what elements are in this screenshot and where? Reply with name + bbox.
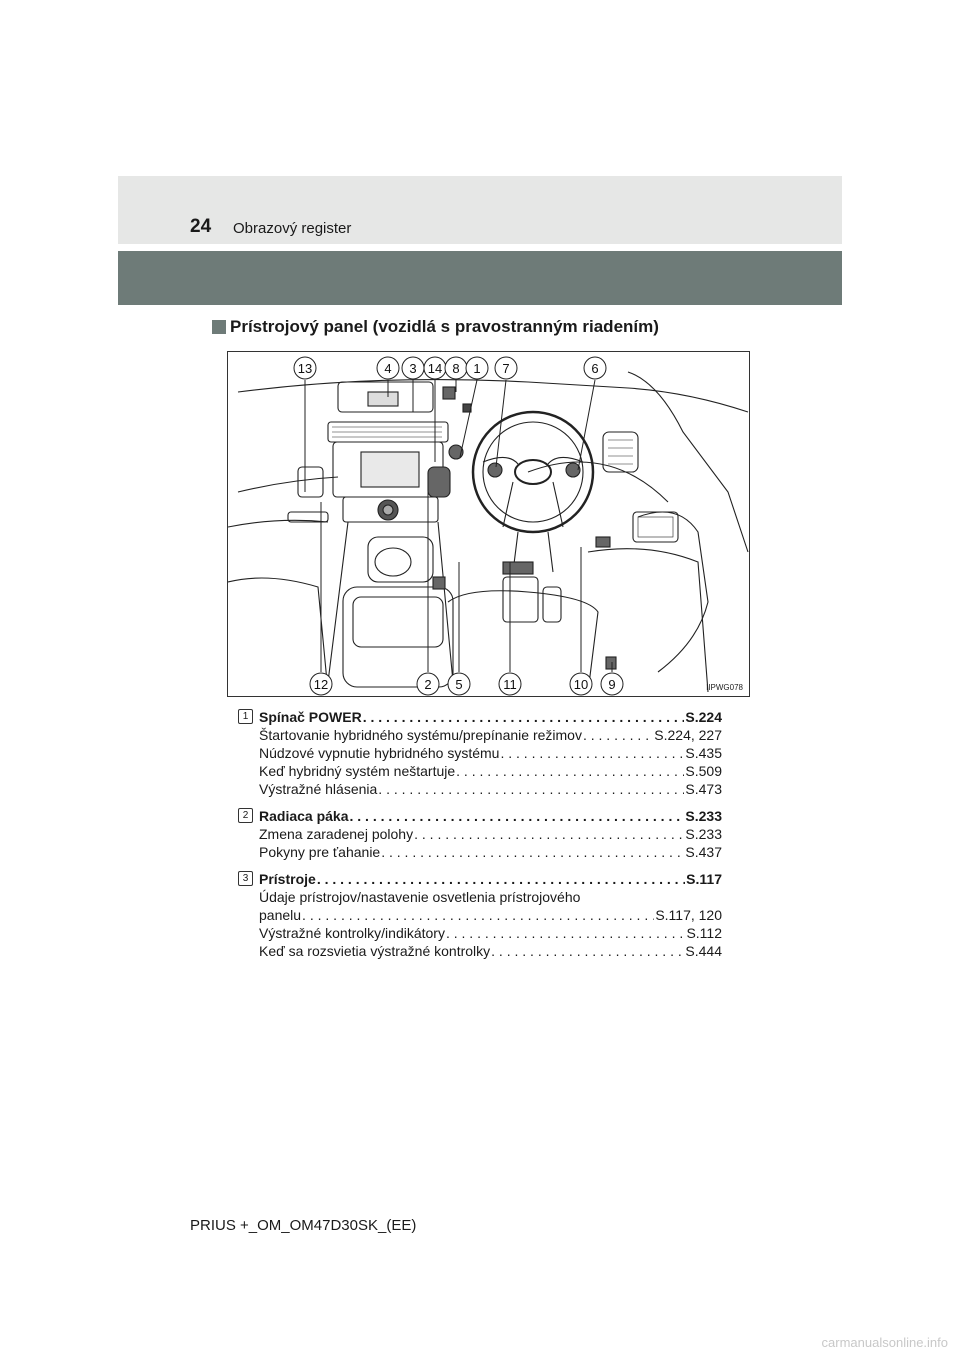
section-heading: [212, 317, 659, 337]
entry-shift-lever: [238, 807, 722, 861]
callout-5-label: 5: [455, 677, 463, 692]
callout-1: [466, 357, 488, 379]
callout-14-label: 14: [427, 361, 443, 376]
dot-leader: [317, 870, 685, 888]
callout-12: [310, 673, 332, 695]
page-ref: S.233: [685, 826, 722, 842]
entry-title: Spínač POWER: [259, 709, 362, 725]
dashboard-drawing: [228, 352, 750, 697]
callout-8: [445, 357, 467, 379]
callout-10: [570, 673, 592, 695]
page-ref: S.437: [685, 844, 722, 860]
entry-meters: [238, 870, 722, 960]
item-text: panelu: [259, 907, 302, 923]
entry-title: Radiaca páka: [259, 808, 349, 824]
callout-6-label: 6: [591, 361, 599, 376]
page-ref: S.233: [685, 808, 722, 824]
callout-3-label: 3: [409, 361, 417, 376]
entry-power-switch: [238, 708, 722, 798]
dashboard-illustration: [227, 351, 750, 697]
page-ref: S.112: [686, 925, 722, 941]
callout-1-label: 1: [473, 361, 481, 376]
page-ref: S.473: [685, 781, 722, 797]
callout-9-label: 9: [608, 677, 616, 692]
dot-leader: [302, 906, 654, 924]
callout-5: [448, 673, 470, 695]
callout-11-label: 11: [503, 677, 517, 692]
callout-8-label: 8: [452, 361, 460, 376]
callout-14: [424, 357, 446, 379]
entry-title-line[interactable]: [259, 807, 722, 825]
entry-item[interactable]: [259, 906, 722, 924]
callout-6: [584, 357, 606, 379]
page-ref: S.435: [685, 745, 722, 761]
callout-9: [601, 673, 623, 695]
entry-item[interactable]: [259, 762, 722, 780]
callout-11: [499, 673, 521, 695]
entry-title-line[interactable]: [259, 870, 722, 888]
footer-doc-id: PRIUS +_OM_OM47D30SK_(EE): [190, 1217, 417, 1234]
page-ref: S.444: [685, 943, 722, 959]
dot-leader: [491, 942, 684, 960]
entry-item[interactable]: [259, 726, 722, 744]
entry-item[interactable]: [259, 780, 722, 798]
callout-13: [294, 357, 316, 379]
dot-leader: [446, 924, 685, 942]
dot-leader: [350, 807, 685, 825]
item-text: Výstražné kontrolky/indikátory: [259, 925, 445, 941]
item-text: Výstražné hlásenia: [259, 781, 378, 797]
dot-leader: [414, 825, 684, 843]
callout-7-label: 7: [502, 361, 510, 376]
dot-leader: [500, 744, 684, 762]
callout-2-label: 2: [424, 677, 432, 692]
entry-item[interactable]: [259, 744, 722, 762]
index-entries: [238, 708, 722, 969]
entry-number-badge: 3: [238, 871, 253, 886]
page-ref: S.117, 120: [655, 907, 722, 923]
dot-leader: [381, 843, 684, 861]
callout-10-label: 10: [573, 677, 589, 692]
section-heading-text: Prístrojový panel (vozidlá s pravostranným riadením): [230, 317, 659, 336]
callout-12-label: 12: [313, 677, 329, 692]
entry-item[interactable]: [259, 924, 722, 942]
page-ref: S.224: [685, 709, 722, 725]
entry-item-wrapped: [259, 888, 722, 906]
item-text: Núdzové vypnutie hybridného systému: [259, 745, 500, 761]
item-text: Keď hybridný systém neštartuje: [259, 763, 456, 779]
item-text: Štartovanie hybridného systému/prepínanie režimov: [259, 727, 582, 743]
figure-code: IIPWG078: [706, 683, 743, 692]
entry-item[interactable]: [259, 825, 722, 843]
dot-leader: [363, 708, 685, 726]
page-number: 24: [190, 216, 212, 237]
entry-number-badge: 1: [238, 709, 253, 724]
watermark: carmanualsonline.info: [821, 1335, 948, 1350]
dot-leader: [456, 762, 684, 780]
callout-4: [377, 357, 399, 379]
header-title: Obrazový register: [233, 220, 352, 237]
square-marker-icon: [212, 320, 226, 334]
item-text: Pokyny pre ťahanie: [259, 844, 381, 860]
callout-7: [495, 357, 517, 379]
section-band: [118, 251, 842, 305]
page-ref: S.509: [685, 763, 722, 779]
callout-13-label: 13: [297, 361, 313, 376]
entry-item[interactable]: [259, 843, 722, 861]
page-ref: S.117: [686, 871, 722, 887]
dot-leader: [378, 780, 684, 798]
callout-2: [417, 673, 439, 695]
callout-3: [402, 357, 424, 379]
entry-item[interactable]: [259, 942, 722, 960]
header-band: [118, 176, 842, 244]
entry-number-badge: 2: [238, 808, 253, 823]
dot-leader: [583, 726, 653, 744]
item-text: Keď sa rozsvietia výstražné kontrolky: [259, 943, 491, 959]
item-text: Údaje prístrojov/nastavenie osvetlenia prístrojového: [259, 889, 581, 905]
entry-title-line[interactable]: [259, 708, 722, 726]
entry-title: Prístroje: [259, 871, 316, 887]
page-ref: S.224, 227: [654, 727, 722, 743]
callout-4-label: 4: [384, 361, 392, 376]
item-text: Zmena zaradenej polohy: [259, 826, 414, 842]
